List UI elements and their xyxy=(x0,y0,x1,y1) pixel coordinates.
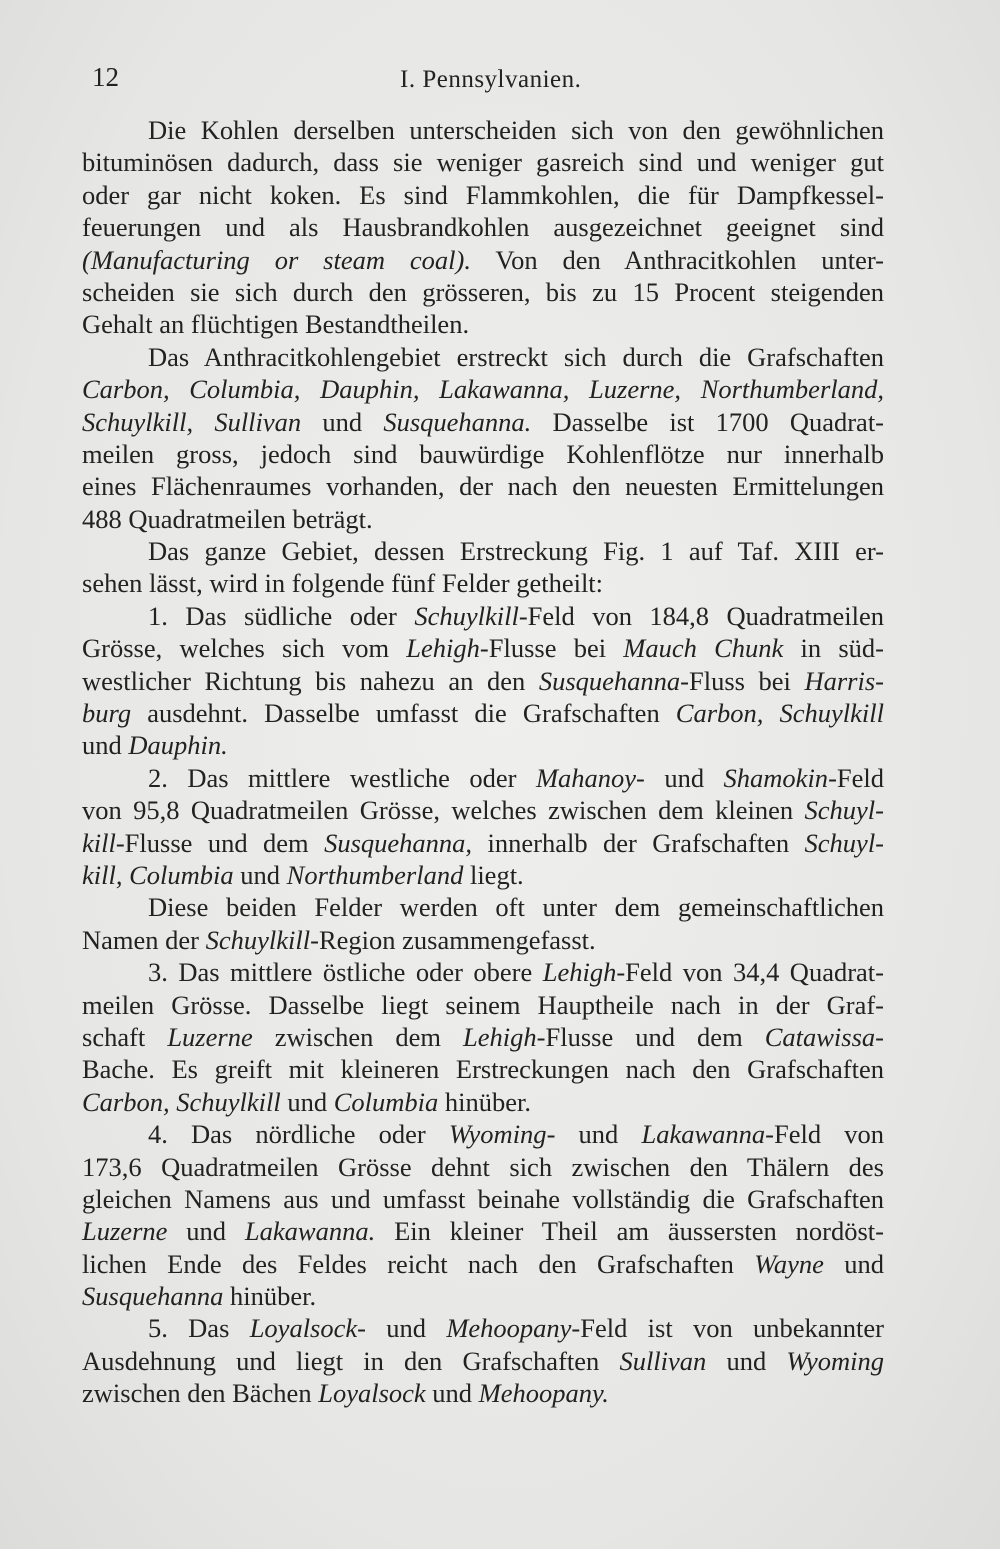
text-segment: gleichen Namens aus und umfasst beinahe vollständig die Grafschaften xyxy=(82,1183,884,1214)
text-line xyxy=(82,600,884,632)
italic-term: Lehigh xyxy=(406,633,480,664)
italic-term: Lehigh xyxy=(542,957,617,988)
italic-term: Lakawanna. xyxy=(244,1216,376,1247)
italic-term: Wyoming xyxy=(448,1119,547,1150)
text-line xyxy=(82,244,884,276)
italic-term: Susquehanna. xyxy=(383,406,532,437)
text-segment: meilen gross, jedoch sind bauwürdige Kohlenflötze nur innerhalb xyxy=(82,438,884,469)
text-line xyxy=(82,632,884,664)
italic-term: Luzerne xyxy=(82,1216,168,1247)
text-segment: -Flusse und dem xyxy=(115,827,325,858)
text-segment: und xyxy=(706,1345,787,1376)
italic-term: Shamokin xyxy=(723,762,829,793)
paragraph xyxy=(82,891,884,956)
paragraph xyxy=(82,600,884,762)
text-line xyxy=(82,146,884,178)
text-segment: -Feld von 184,8 Quadratmeilen xyxy=(518,600,884,631)
italic-term: burg xyxy=(82,698,132,729)
text-line xyxy=(82,114,884,146)
text-segment: und xyxy=(823,1248,885,1279)
page-header xyxy=(84,60,884,100)
italic-term: Mahanoy xyxy=(535,762,637,793)
text-segment: und xyxy=(233,859,287,890)
paragraph xyxy=(82,1312,884,1409)
text-segment: Diese beiden Felder werden oft unter dem gemeinschaftlichen xyxy=(148,892,884,923)
text-segment: oder gar nicht koken. Es sind Flammkohlen, die für Dampfkessel- xyxy=(82,179,884,210)
italic-term: kill, Columbia xyxy=(82,859,234,890)
italic-term: Susquehanna xyxy=(82,1281,224,1312)
text-line xyxy=(82,1118,884,1150)
italic-term: Harris- xyxy=(804,665,884,696)
text-segment: und xyxy=(301,406,384,437)
text-segment: eines Flächenraumes vorhanden, der nach den neuesten Ermittelungen xyxy=(82,471,884,502)
text-segment: Die Kohlen derselben unterscheiden sich von den gewöhnlichen xyxy=(148,115,884,145)
italic-term: Schuyl- xyxy=(804,827,885,858)
text-segment: meilen Grösse. Dasselbe liegt seinem Hauptheile nach in der Graf- xyxy=(82,989,884,1020)
text-line xyxy=(82,341,884,373)
text-segment: Dasselbe ist 1700 Quadrat- xyxy=(531,406,884,437)
text-line xyxy=(82,308,884,340)
text-line xyxy=(82,406,884,438)
text-segment: scheiden sie sich durch den grösseren, bis zu 15 Procent steigenden xyxy=(82,276,884,307)
text-segment: - und xyxy=(546,1119,642,1150)
page-number: 12 xyxy=(92,62,119,92)
italic-term: Carbon, Schuylkill xyxy=(82,1086,281,1117)
text-line xyxy=(82,665,884,697)
text-segment: - und xyxy=(357,1313,447,1344)
text-line xyxy=(82,179,884,211)
text-segment: -Feld von xyxy=(765,1119,885,1150)
italic-term: Dauphin. xyxy=(128,730,228,761)
text-segment: Das Anthracitkohlengebiet erstreckt sich durch die Grafschaften xyxy=(148,341,884,372)
text-segment: Ausdehnung und liegt in den Grafschaften xyxy=(82,1345,620,1376)
italic-term: Loyalsock xyxy=(249,1313,358,1344)
text-segment: bituminösen dadurch, dass sie weniger gasreich sind und weniger gut xyxy=(82,147,884,178)
text-segment: Grösse, welches sich vom xyxy=(82,633,407,664)
text-segment: und xyxy=(82,730,129,761)
text-line xyxy=(82,1377,884,1409)
italic-term: Lakawanna xyxy=(641,1119,766,1150)
text-segment: -Feld ist von unbekannter xyxy=(571,1313,885,1344)
text-segment: lichen Ende des Feldes reicht nach den Grafschaften xyxy=(82,1248,755,1279)
text-segment: und xyxy=(167,1216,245,1247)
text-line xyxy=(82,211,884,243)
paragraph xyxy=(82,341,884,535)
text-segment: westlicher Richtung bis nahezu an den xyxy=(82,665,539,696)
text-segment: hinüber. xyxy=(438,1086,532,1117)
text-line xyxy=(82,762,884,794)
text-line xyxy=(82,891,884,923)
text-line xyxy=(82,1312,884,1344)
text-line xyxy=(82,1215,884,1247)
text-line xyxy=(82,794,884,826)
paragraph xyxy=(82,956,884,1118)
text-segment: - xyxy=(875,1021,884,1052)
italic-term: Schuylkill xyxy=(205,924,311,955)
italic-term: Lehigh xyxy=(463,1021,537,1052)
text-segment: Namen der xyxy=(82,924,206,955)
italic-term: Wyoming xyxy=(786,1345,885,1376)
italic-term: Luzerne xyxy=(167,1021,253,1052)
body-text xyxy=(82,114,884,1410)
text-line xyxy=(82,1151,884,1183)
text-segment: -Flusse bei xyxy=(479,633,624,664)
text-line xyxy=(82,729,884,761)
text-line xyxy=(82,1248,884,1280)
italic-term: Susquehanna, xyxy=(324,827,473,858)
text-segment: von 95,8 Quadratmeilen Grösse, welches zwischen dem kleinen xyxy=(82,795,805,826)
italic-term: Northumberland xyxy=(286,859,464,890)
text-segment: 173,6 Quadratmeilen Grösse dehnt sich zwischen den Thälern des xyxy=(82,1151,884,1182)
italic-term: Schuyl- xyxy=(804,795,884,826)
text-segment: innerhalb der Grafschaften xyxy=(472,827,805,858)
text-segment: Von den Anthracitkohlen unter- xyxy=(470,244,884,275)
paragraph xyxy=(82,114,884,341)
text-line xyxy=(82,956,884,988)
text-line xyxy=(82,1086,884,1118)
running-title: I. Pennsylvanien. xyxy=(400,66,582,93)
text-segment: schaft xyxy=(82,1021,168,1052)
italic-term: Mehoopany xyxy=(446,1313,572,1344)
text-segment: und xyxy=(280,1086,334,1117)
italic-term: Wayne xyxy=(754,1248,824,1279)
italic-term: Schuylkill, Sullivan xyxy=(82,406,302,437)
text-line xyxy=(82,859,884,891)
text-segment: sehen lässt, wird in folgende fünf Felder getheilt: xyxy=(82,568,604,599)
text-line xyxy=(82,503,884,535)
text-segment: 1. Das südliche oder xyxy=(148,600,415,631)
text-line xyxy=(82,697,884,729)
text-line xyxy=(82,438,884,470)
text-segment: liegt. xyxy=(463,859,524,890)
text-segment: in süd- xyxy=(783,633,884,664)
italic-term: Susquehanna xyxy=(538,665,681,696)
text-segment: -Feld xyxy=(828,762,884,793)
italic-term: (Manufacturing or steam coal). xyxy=(82,244,471,275)
text-segment: 488 Quadratmeilen beträgt. xyxy=(82,503,373,534)
text-segment: zwischen dem xyxy=(252,1021,464,1052)
italic-term: kill xyxy=(82,827,116,858)
italic-term: Sullivan xyxy=(619,1345,707,1376)
text-line xyxy=(82,1021,884,1053)
italic-term: Columbia xyxy=(333,1086,439,1117)
text-segment: -Region zusammengefasst. xyxy=(310,924,596,955)
text-segment: feuerungen und als Hausbrandkohlen ausgezeichnet geeignet sind xyxy=(82,212,884,243)
text-line xyxy=(82,567,884,599)
italic-term: Catawissa xyxy=(764,1021,876,1052)
italic-term: Carbon, Schuylkill xyxy=(675,698,884,729)
italic-term: Carbon, Columbia, Dauphin, Lakawanna, Luzerne, Northumberland, xyxy=(82,374,884,405)
text-line xyxy=(82,989,884,1021)
text-segment: -Fluss bei xyxy=(680,665,805,696)
text-line xyxy=(82,1280,884,1312)
italic-term: Mauch Chunk xyxy=(623,633,784,664)
paragraph xyxy=(82,535,884,600)
italic-term: Schuylkill xyxy=(414,600,519,631)
text-line xyxy=(82,924,884,956)
text-segment: Das ganze Gebiet, dessen Erstreckung Fig. 1 auf Taf. XIII er- xyxy=(148,536,884,567)
text-segment: -Flusse und dem xyxy=(536,1021,765,1052)
text-segment: zwischen den Bächen xyxy=(82,1378,319,1409)
text-segment: -Feld von 34,4 Quadrat- xyxy=(616,957,884,988)
text-segment: Ein kleiner Theil am äussersten nordöst- xyxy=(375,1216,884,1247)
paragraph xyxy=(82,762,884,892)
text-segment: und xyxy=(425,1378,479,1409)
text-line xyxy=(82,1053,884,1085)
text-segment: Bache. Es greift mit kleineren Erstreckungen nach den Grafschaften xyxy=(82,1054,884,1085)
text-segment: 4. Das nördliche oder xyxy=(148,1119,449,1150)
text-segment: 5. Das xyxy=(148,1313,250,1344)
italic-term: Loyalsock xyxy=(318,1378,426,1409)
text-segment: - und xyxy=(636,762,724,793)
paragraph xyxy=(82,1118,884,1312)
text-segment: hinüber. xyxy=(223,1281,317,1312)
text-segment: ausdehnt. Dasselbe umfasst die Grafschaften xyxy=(131,698,676,729)
text-line xyxy=(82,1345,884,1377)
text-line xyxy=(82,827,884,859)
text-line xyxy=(82,1183,884,1215)
italic-term: Mehoopany. xyxy=(478,1378,609,1409)
text-segment: 3. Das mittlere östliche oder obere xyxy=(148,957,543,988)
text-segment: Gehalt an flüchtigen Bestandtheilen. xyxy=(82,309,470,340)
text-segment: 2. Das mittlere westliche oder xyxy=(148,762,536,793)
text-line xyxy=(82,276,884,308)
text-line xyxy=(82,535,884,567)
text-line xyxy=(82,470,884,502)
text-line xyxy=(82,373,884,405)
